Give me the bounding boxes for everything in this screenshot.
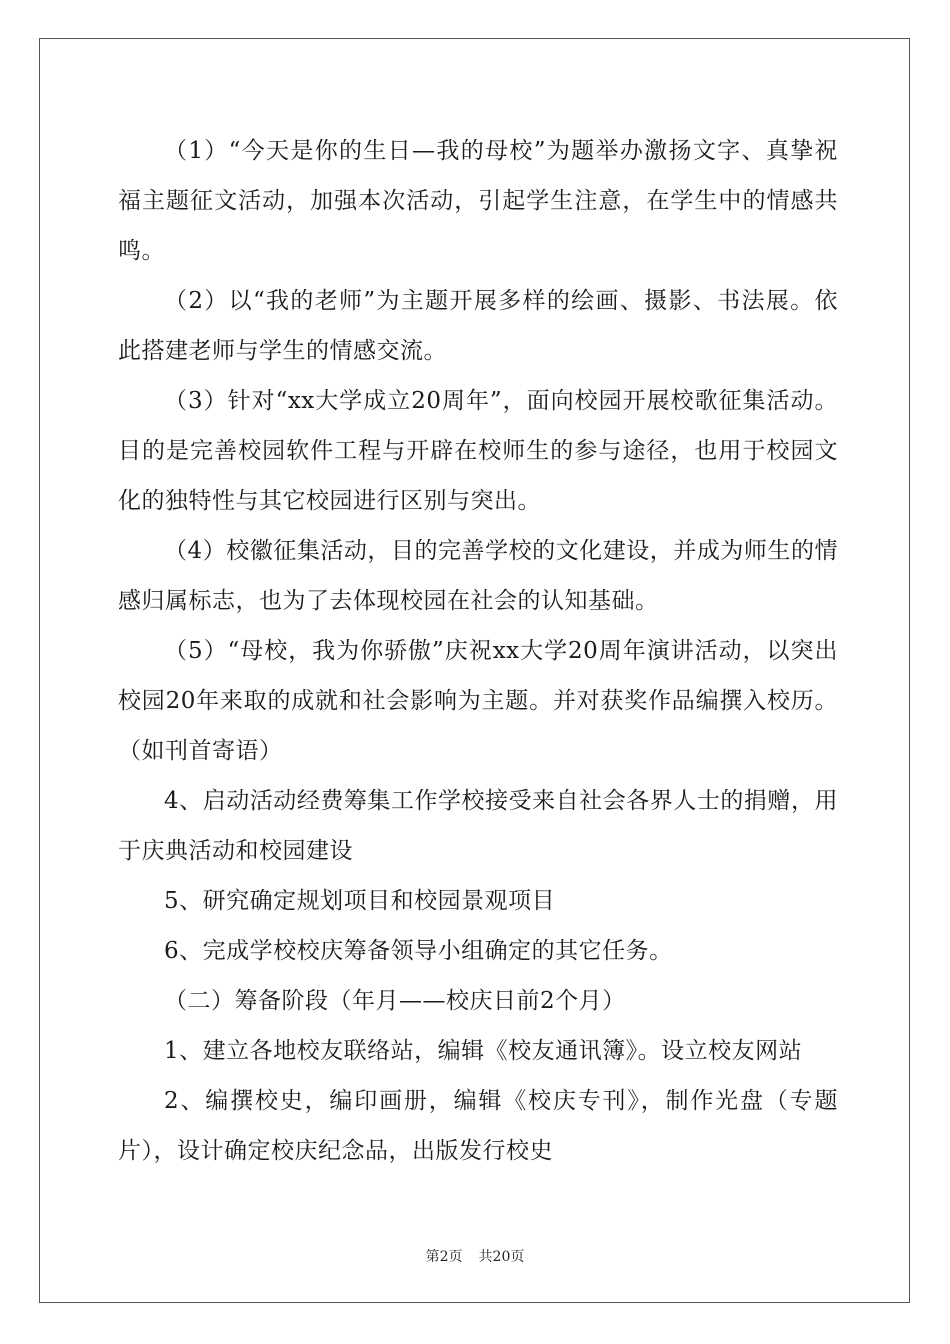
paragraph-9: （二）筹备阶段（年月——校庆日前2个月） (164, 988, 626, 1014)
paragraph-1: （1）“今天是你的生日—我的母校”为题举办激扬文字、真挚祝福主题征文活动，加强本次活动，引起学生注意，在学生中的情感共鸣。 (118, 138, 838, 264)
page-number: 第2页 (425, 1249, 463, 1265)
paragraph-7: 5、研究确定规划项目和校园景观项目 (164, 888, 556, 914)
document-body (118, 126, 838, 1176)
paragraph-4: （4）校徽征集活动，目的完善学校的文化建设，并成为师生的情感归属标志，也为了去体现校园在社会的认知基础。 (118, 538, 838, 614)
paragraph-11: 2、编撰校史，编印画册，编辑《校庆专刊》，制作光盘（专题片），设计确定校庆纪念品，出版发行校史 (118, 1088, 838, 1164)
paragraph-6: 4、启动活动经费筹集工作学校接受来自社会各界人士的捐赠，用于庆典活动和校园建设 (118, 788, 838, 864)
paragraph-2: （2）以“我的老师”为主题开展多样的绘画、摄影、书法展。依此搭建老师与学生的情感交流。 (118, 288, 838, 364)
paragraph-8: 6、完成学校校庆筹备领导小组确定的其它任务。 (164, 938, 673, 964)
page-total: 共20页 (478, 1249, 525, 1265)
paragraph-10: 1、建立各地校友联络站，编辑《校友通讯簿》。设立校友网站 (164, 1038, 803, 1064)
page-footer (0, 1246, 950, 1266)
paragraph-5: （5）“母校，我为你骄傲”庆祝xx大学20周年演讲活动，以突出校园20年来取的成就和社会影响为主题。并对获奖作品编撰入校历。（如刊首寄语） (118, 638, 838, 764)
paragraph-3: （3）针对“xx大学成立20周年”，面向校园开展校歌征集活动。目的是完善校园软件工程与开辟在校师生的参与途径，也用于校园文化的独特性与其它校园进行区别与突出。 (118, 388, 838, 514)
